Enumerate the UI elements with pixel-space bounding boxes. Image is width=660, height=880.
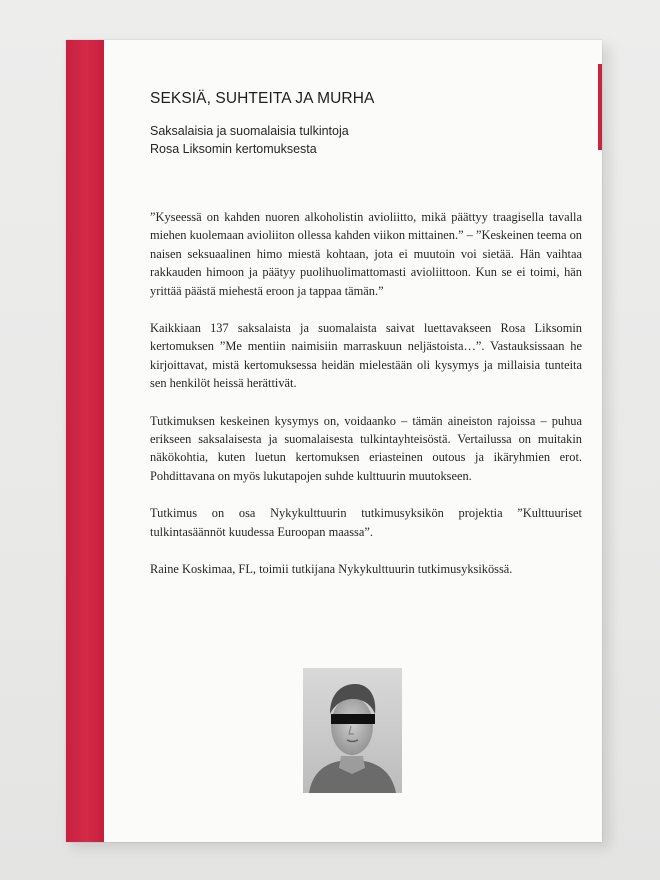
red-spine-band bbox=[66, 40, 104, 842]
blurb-paragraph-author: Raine Koskimaa, FL, toimii tutkijana Nykykulttuurin tutkimusyksikössä. bbox=[150, 562, 513, 577]
book-title: SEKSIÄ, SUHTEITA JA MURHA bbox=[150, 90, 375, 107]
blurb-paragraph-quote: ”Kyseessä on kahden nuoren alkoholistin avioliitto, mikä päättyy traagisella tavalla miehen kuolemaan avioliiton ollessa kahden viikon mittainen.” – ”Keskeinen teema on naisen seksuaalinen himo miestä kohtaan, jota ei muutoin voi sietää. Hän vaihtaa rakkauden himoon ja päätyy puolihuolimattomasti avioliittoon. Kun se ei toimi, hän yrittää päästä miehestä eroon ja tappaa tämän.” bbox=[150, 210, 582, 298]
blurb-text bbox=[150, 208, 582, 598]
blurb-paragraph-research-question: Tutkimuksen keskeinen kysymys on, voidaanko – tämän aineiston rajoissa – puhua erikseen saksalaisesta ja suomalaisesta tulkintayhteisöstä. Vertailussa on muitakin näkökohtia, kuten luetun kertomuksen eriasteinen outous ja ikäryhmien erot. Pohdittavana on myös lukutapojen suhde kulttuurin muutokseen. bbox=[150, 413, 582, 483]
blurb-paragraph-readers: Kaikkiaan 137 saksalaista ja suomalaista saivat luettavakseen Rosa Liksomin kertomuksen ”Me mentiin naimisiin marraskuun neljästoista…”. Vastauksissaan he kirjoittavat, mistä kertomuksessa heidän mielestään oli kysymys ja millaisia tunteita sen henkilöt heissä herättivät. bbox=[150, 321, 582, 391]
red-edge-mark bbox=[598, 64, 602, 150]
book-subtitle bbox=[150, 122, 349, 158]
book-back-cover bbox=[66, 40, 602, 842]
subtitle-line: Saksalaisia ja suomalaisia tulkintoja bbox=[150, 124, 349, 138]
eye-redaction-bar bbox=[331, 714, 375, 724]
blurb-paragraph-project: Tutkimus on osa Nykykulttuurin tutkimusyksikön projektia ”Kulttuuriset tulkintasäännöt kuudessa Euroopan maassa”. bbox=[150, 506, 582, 539]
subtitle-line: Rosa Liksomin kertomuksesta bbox=[150, 142, 317, 156]
author-photo bbox=[303, 668, 402, 793]
